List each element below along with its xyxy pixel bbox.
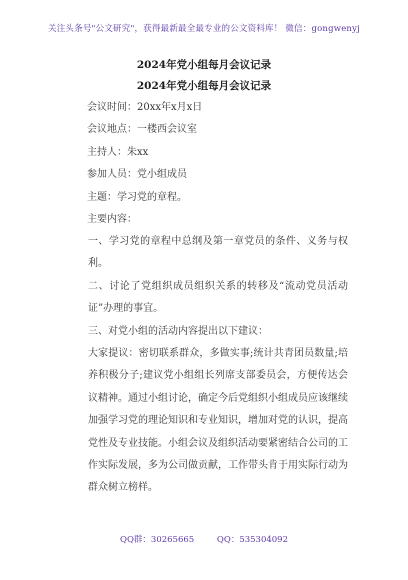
main-content-heading: 主要内容： (87, 213, 137, 225)
suggestions-paragraph (88, 343, 348, 500)
meeting-info (87, 97, 345, 231)
meeting-attendees: 参加人员：党小组成员 (87, 169, 187, 181)
meeting-place: 会议地点：一楼西会议室 (87, 124, 197, 136)
point-1 (88, 231, 348, 276)
suggestions-text: 大家提议：密切联系群众，多做实事;统计共青团员数量;培养积极分子;建议党小组组长列席支部委员会，方便传达会议精神。通过小组讨论，确定今后党组织小组成员应该继续加强学习党的理论知识和专业知识，增加对党的认识，提高党性及专业技能。小组会议及组织活动要紧密结合公司的工作实际发展，多为公司做贡献，工作带头肯于用实际行动为群众树立榜样。 (88, 348, 348, 494)
point-2 (88, 276, 348, 321)
footer (0, 533, 408, 545)
document-title: 2024年党小组每月会议记录 (136, 59, 272, 71)
point-3 (88, 321, 346, 343)
document-subtitle: 2024年党小组每月会议记录 (136, 80, 272, 92)
footer-qq: QQ：535304092 (216, 535, 288, 545)
meeting-time: 会议时间：20xx年x月x日 (87, 102, 203, 113)
header-banner: 关注头条号"公文研究"，获得最新最全最专业的公文资料库！ 微信：gongwenyj (48, 24, 360, 34)
meeting-host: 主持人：朱xx (87, 146, 149, 158)
point-2-text: 二、讨论了党组织成员组织关系的转移及“流动党员活动证”办理的事宜。 (88, 281, 348, 315)
footer-qq-group: QQ群：30265665 (119, 535, 195, 545)
point-3-text: 三、对党小组的活动内容提出以下建议： (88, 326, 268, 337)
meeting-topic: 主题：学习党的章程。 (87, 191, 187, 203)
point-1-text: 一、学习党的章程中总纲及第一章党员的条件、义务与权利。 (88, 236, 348, 270)
